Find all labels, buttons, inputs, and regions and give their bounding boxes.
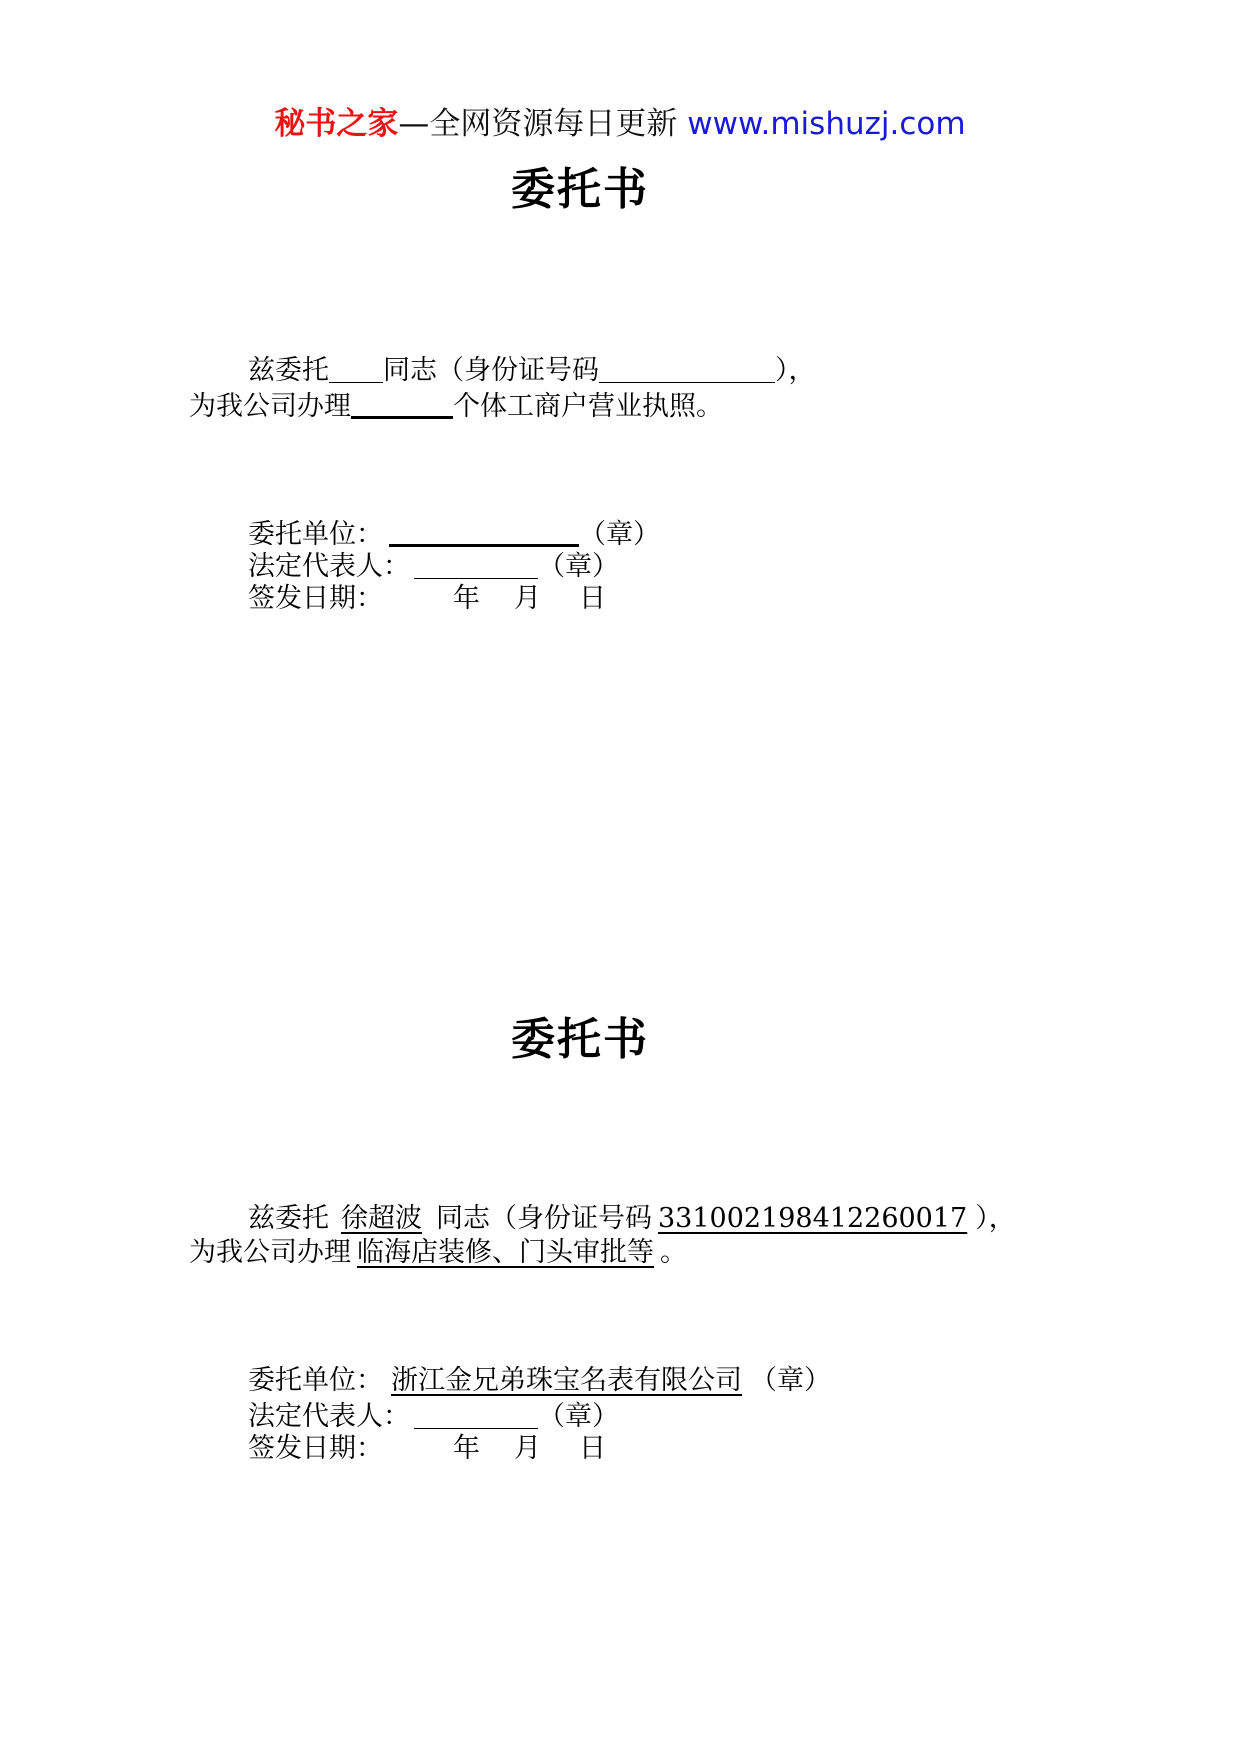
letter-2-handle-line: 为我公司办理 临海店装修、门头审批等 。 — [189, 1237, 687, 1268]
letter-1-intro-line: 兹委托 同志（身份证号码 ）， — [248, 355, 816, 386]
brand-name: 秘书之家 — [274, 106, 399, 142]
letter-2-unit-line: 委托单位： 浙江金兄弟珠宝名表有限公司 （章） — [248, 1365, 831, 1396]
letter-2-intro-line: 兹委托 徐超波 同志（身份证号码 331002198412260017 ）， — [248, 1203, 1016, 1234]
matter: 临海店装修、门头审批等 — [357, 1237, 654, 1268]
letter-1-date-line: 签发日期： 年 月 日 — [248, 583, 606, 614]
letter-2-title: 委托书 — [511, 1014, 649, 1065]
letter-2-legal-line: 法定代表人： （章） — [248, 1401, 619, 1432]
site-header — [0, 102, 1240, 146]
id-number: 331002198412260017 — [658, 1203, 968, 1234]
letter-1-unit-line: 委托单位： （章） — [248, 519, 660, 550]
id-number-blank — [599, 356, 775, 383]
letter-1-title: 委托书 — [511, 164, 649, 215]
letter-1-legal-line: 法定代表人： （章） — [248, 551, 619, 582]
matter-blank — [351, 390, 453, 419]
agent-name: 徐超波 — [341, 1203, 422, 1234]
legal-rep-blank — [414, 1402, 538, 1429]
letter-1-handle-line: 为我公司办理 个体工商户营业执照。 — [189, 391, 723, 422]
unit-name: 浙江金兄弟珠宝名表有限公司 — [391, 1365, 742, 1396]
legal-rep-blank — [414, 552, 538, 579]
site-url[interactable]: www.mishuzj.com — [687, 106, 966, 142]
letter-2-date-line: 签发日期： 年 月 日 — [248, 1433, 606, 1464]
unit-blank — [389, 518, 579, 547]
header-tagline: —全网资源每日更新 — [398, 106, 678, 142]
agent-name-blank — [329, 356, 383, 383]
